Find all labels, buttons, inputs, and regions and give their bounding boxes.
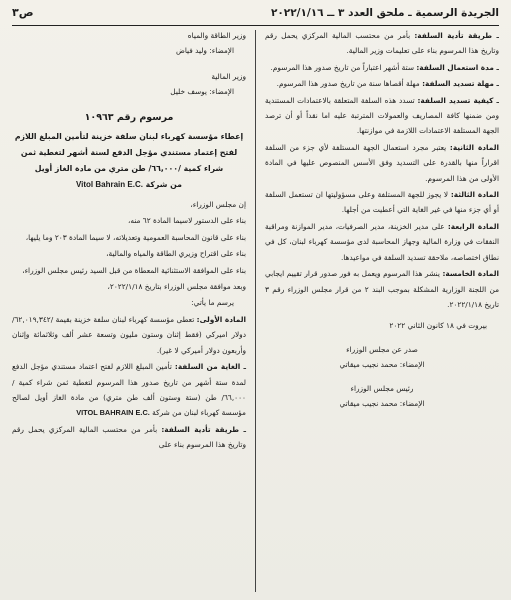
- paragraph-lead: ـ مدة استعمال السلفة:: [416, 62, 499, 72]
- issue-number: ٣: [338, 7, 345, 19]
- article-lead: المادة الخامسة:: [442, 269, 499, 279]
- paragraph-repayment-method: [265, 93, 499, 139]
- article-lead: المادة الثانية:: [449, 142, 499, 152]
- pm-title: رئيس مجلس الوزراء: [350, 383, 414, 393]
- right-column: [256, 28, 499, 594]
- minister-title: وزير المالية: [211, 71, 246, 81]
- paragraph-usage-period: [265, 60, 499, 75]
- article-lead: المادة الرابعة:: [447, 221, 499, 231]
- article-text: على مدير الخزينة، مدير الصرفيات، مدير الموازنة ومراقبة النفقات في وزارة المالية وجهاز المحاسبة لدى مؤسسة كهرباء لبنان، كل في نطاق اختصاصه، ملاحقة تسديد السلفة في مواعيدها.: [265, 221, 499, 262]
- article-3: [265, 187, 499, 218]
- two-column-body: [12, 28, 499, 594]
- issue-date: ــ ٢٠٢٢/١/١٦: [270, 7, 335, 19]
- recital: بناء على اقتراح وزيري الطاقة والمياه والمالية،: [106, 249, 246, 259]
- recital: إن مجلس الوزراء،: [190, 200, 246, 210]
- left-column: [12, 28, 255, 594]
- recital: بناء على قانون المحاسبة العمومية وتعديلاته، لا سيما المادة ٢٠٣ وما يليها،: [25, 232, 246, 242]
- paragraph-text: بأمر من محتسب المالية المركزي يحمل رقم وتاريخ هذا المرسوم بناء على تعليمات وزير المالية.: [265, 31, 499, 56]
- article-4: [265, 219, 499, 265]
- paragraph-text: ستة أشهر اعتباراً من تاريخ صدور هذا المرسوم.: [270, 62, 417, 72]
- article-text: ينشر هذا المرسوم ويعمل به فور صدور قرار تقييم ايجابي من اللجنة الوزارية المشكلة بموجب البند ٢ من قرار مجلس الوزراء رقم ٣ تاريخ ٢٠٢٢/١/١٨.: [265, 269, 499, 309]
- article-1: [12, 312, 246, 358]
- paragraph-lead: ـ كيفية تسديد السلفة:: [417, 95, 499, 105]
- paragraph-lead: ـ طريقة تأدية السلفة:: [161, 424, 247, 434]
- signature-pm-2: الإمضاء: محمد نجيب ميقاتي: [339, 398, 425, 408]
- article-2: [265, 140, 499, 186]
- paragraph-lead: ـ الغاية من السلفة:: [174, 362, 246, 372]
- minister-finance-block: [12, 69, 246, 100]
- gazette-title: [271, 7, 499, 19]
- paragraph-payment-method: [265, 28, 499, 59]
- paragraph-repayment-deadline: [265, 76, 499, 91]
- running-header: [12, 6, 499, 22]
- decree-title-text: إعطاء مؤسسة كهرباء لبنان سلفة خزينة لتأمين المبلغ اللازم لفتح إعتماد مستندي مؤجل الدفع لسنة أشهر لتغطية ثمن شراء كمية /٦٦,٠٠٠/ طن متري من مادة الغاز أويل: [14, 132, 244, 174]
- article-text: يعتبر مجرد استعمال الجهة المستلفة لأي جزء من السلفة اقراراً منها بالقدرة على التسديد وفق الأسس المنصوص عليها في المادة الأولى من هذا المرسوم.: [265, 142, 499, 183]
- minister-energy-block: [12, 28, 246, 59]
- paragraph-text: بأمر من محتسب المالية المركزي يحمل رقم وتاريخ هذا المرسوم بناء على: [12, 424, 246, 450]
- supplier-prefix: من شركة: [145, 180, 183, 190]
- article-lead: المادة الثالثة:: [450, 190, 499, 200]
- paragraph-text: مهلة أقصاها سنة من تاريخ صدور هذا المرسوم.: [276, 79, 423, 89]
- paragraph-payment-method-2: [12, 422, 246, 453]
- issued-by: صدر عن مجلس الوزراء: [346, 344, 418, 354]
- article-text: لا يجوز للجهة المستلفة وعلى مسؤوليتها ان تستعمل السلفة أو أي جزء منها في غير الغاية التي أعطيت من أجلها.: [265, 190, 499, 215]
- paragraph-text: تأمين المبلغ اللازم لفتح اعتماد مستندي مؤجل الدفع لمدة ستة أشهر من تاريخ صدور هذا المرسوم لتغطية ثمن شراء كمية /٦٦,٠٠٠/ طن (ستة وستون ألف طن متري) من مادة الغاز أويل لصالح مؤسسة كهرباء لبنان من شركة: [12, 362, 246, 418]
- paragraph-purpose: [12, 359, 246, 421]
- minister-signature: الإمضاء: وليد فياض: [175, 46, 234, 56]
- supplier-name: Vitol Bahrain E.C.: [75, 180, 143, 190]
- paragraph-lead: ـ مهلة تسديد السلفة:: [422, 79, 499, 89]
- decree-number: مرسوم رقم ١٠٩٦٣: [84, 111, 174, 123]
- paragraph-lead: ـ طريقة تأدية السلفة:: [414, 31, 499, 40]
- paragraph-text: تسدد هذه السلفة المتعلقة بالاعتمادات المستندية ومن ضمنها كافة المصاريف والعمولات المترتبة عليه اما نقداً أو أن ترصد الجهة المستلفة الاعتمادات اللازمة في موازنتها.: [265, 95, 499, 136]
- decree-title: [12, 129, 246, 193]
- signature-pm-1: الإمضاء: محمد نجيب ميقاتي: [339, 360, 425, 370]
- page-number: ص٣: [12, 6, 34, 19]
- article-5: [265, 266, 499, 312]
- place-date: بيروت في ١٨ كانون الثاني ٢٠٢٢: [389, 321, 487, 331]
- article-lead: المادة الأولى:: [196, 314, 246, 324]
- minister-signature: الإمضاء: يوسف خليل: [170, 87, 234, 97]
- gazette-title-text: الجريدة الرسمية ـ ملحق العدد: [348, 7, 499, 19]
- recital: بناء على الدستور لاسيما المادة ٦٢ منه،: [127, 216, 246, 226]
- article-text: تعطى مؤسسة كهرباء لبنان سلفة خزينة بقيمة /٦٢,٠١٩,٣٤٢/ دولار اميركي (فقط إثنان وستون مليون وتسعة عشر ألف وثلاثمائة وإثنان وأربعون دولار أميركي لا غير).: [12, 314, 246, 355]
- minister-title: وزير الطاقة والمياه: [187, 31, 246, 40]
- recital-decrees: يرسم ما يأتي:: [191, 298, 234, 308]
- header-rule: [12, 25, 499, 26]
- recital: وبعد موافقة مجلس الوزراء بتاريخ ٢٠٢٢/١/١٨،: [107, 282, 246, 292]
- purpose-company: VITOL BAHRAIN E.C.: [76, 408, 150, 418]
- recital: بناء على الموافقة الاستثنائية المعطاة من قبل السيد رئيس مجلس الوزراء،: [22, 265, 246, 275]
- column-divider: [255, 30, 256, 592]
